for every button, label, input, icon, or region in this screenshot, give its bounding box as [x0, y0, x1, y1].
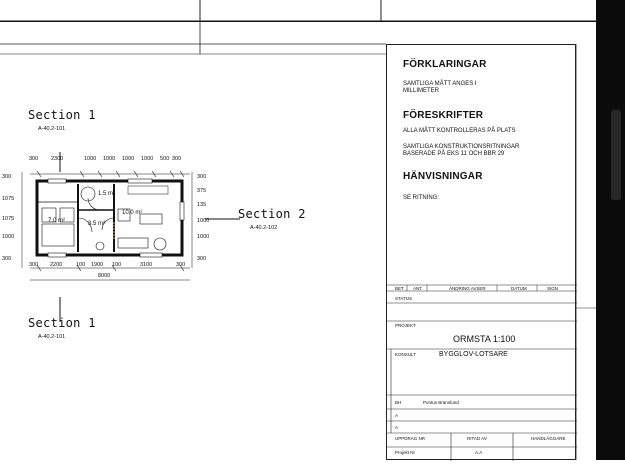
- dim-top-4: 1000: [103, 156, 116, 162]
- foreskrifter-heading: FÖRESKRIFTER: [403, 110, 484, 121]
- projekt-label: PROJEKT: [395, 323, 416, 328]
- rev-header-ant: ANT: [413, 286, 422, 291]
- dim-right-2: 375: [197, 188, 207, 194]
- foreskrifter-text-3: BASERADE PÅ EKS 11 OCH BBR 29: [403, 151, 505, 157]
- dim-right-5: 1000: [197, 234, 210, 240]
- section-ref-right: A-40.2-102: [250, 225, 278, 231]
- forklaringar-heading: FÖRKLARINGAR: [403, 59, 487, 70]
- viewer-right-edge: [596, 0, 625, 460]
- projekt-nr-label: Projekt Nr: [395, 450, 416, 455]
- rev-header-bet: BET: [395, 286, 404, 291]
- dim-top-3: 1000: [84, 156, 97, 162]
- a-label-1: A: [395, 413, 399, 418]
- dim-bottom-2: 2200: [50, 262, 63, 268]
- ritad-av-value: A.A: [475, 450, 483, 455]
- hanvisningar-text: SE RITNING:: [403, 195, 440, 201]
- dim-left-5: 300: [2, 256, 12, 262]
- ritad-av-header: RITAD AV: [467, 436, 487, 441]
- forklaringar-text-1: SAMTLIGA MÅTT ANGES I: [403, 81, 477, 87]
- room-area-bathroom: 3.5 m²: [88, 221, 106, 227]
- section-ref-top: A-40.2-101: [38, 126, 66, 132]
- rev-header-datum: DATUM: [511, 286, 527, 291]
- drawing-top-strip: [0, 0, 625, 22]
- dim-right-4: 1000: [197, 218, 210, 224]
- room-area-bedroom: 7.0 m²: [48, 218, 66, 224]
- rev-header-sign: SIGN: [547, 286, 559, 291]
- section-title-right: Section 2: [238, 207, 306, 221]
- foreskrifter-text-1: ALLA MÅTT KONTROLLERAS PÅ PLATS: [403, 128, 516, 134]
- dim-right-3: 135: [197, 202, 207, 208]
- title-block-grid: [387, 45, 577, 461]
- dim-left-2: 1075: [2, 196, 15, 202]
- dim-left-3: 1075: [2, 216, 15, 222]
- uppdrag-nr-header: UPPDRAG NR: [395, 436, 426, 441]
- dim-bottom-1: 300: [29, 262, 39, 268]
- scrollbar-thumb[interactable]: [611, 110, 621, 200]
- dim-bottom-3: 100: [76, 262, 86, 268]
- dim-bottom-7: 300: [176, 262, 186, 268]
- dim-bottom-6: 3100: [140, 262, 153, 268]
- bh-value: Pontus Brännlund: [423, 400, 459, 405]
- dim-left-1: 300: [2, 174, 12, 180]
- room-area-hall: 1.5 m²: [98, 191, 116, 197]
- dim-bottom-4: 1900: [91, 262, 104, 268]
- dim-right-1: 300: [197, 174, 207, 180]
- dim-top-7: 500: [160, 156, 170, 162]
- a-label-2: A: [395, 425, 399, 430]
- dim-top-5: 1000: [122, 156, 135, 162]
- hanvisningar-heading: HÄNVISNINGAR: [403, 171, 483, 182]
- dim-right-6: 300: [197, 256, 207, 262]
- forklaringar-text-2: MILLIMETER: [403, 88, 440, 94]
- section-ref-bottom: A-40.2-101: [38, 334, 66, 340]
- dim-top-8: 300: [172, 156, 182, 162]
- dim-top-1: 300: [29, 156, 39, 162]
- foreskrifter-text-2: SAMTLIGA KONSTRUKTIONSRITNINGAR: [403, 144, 520, 150]
- dim-top-2: 2300: [51, 156, 64, 162]
- dim-top-6: 1000: [141, 156, 154, 162]
- section-title-top: Section 1: [28, 108, 96, 122]
- dim-bottom-5: 100: [112, 262, 122, 268]
- rev-header-andring: ÄNDRING AVSER: [449, 286, 486, 291]
- room-area-living: 10.0 m²: [122, 210, 143, 216]
- bh-label: BH: [395, 400, 402, 405]
- konsult-label: KONSULT: [395, 352, 416, 357]
- status-label: STATUS: [395, 296, 413, 301]
- title-block: [386, 44, 576, 460]
- dim-left-4: 1000: [2, 234, 15, 240]
- projekt-value: ORMSTA 1:100: [453, 334, 516, 344]
- section-title-bottom: Section 1: [28, 316, 96, 330]
- top-frame-lines: [0, 0, 625, 22]
- dim-total: 8000: [98, 273, 111, 279]
- handlaggare-header: HANDLÄGGARE: [531, 436, 566, 441]
- konsult-value: BYGGLOV-LOTSARE: [439, 351, 508, 358]
